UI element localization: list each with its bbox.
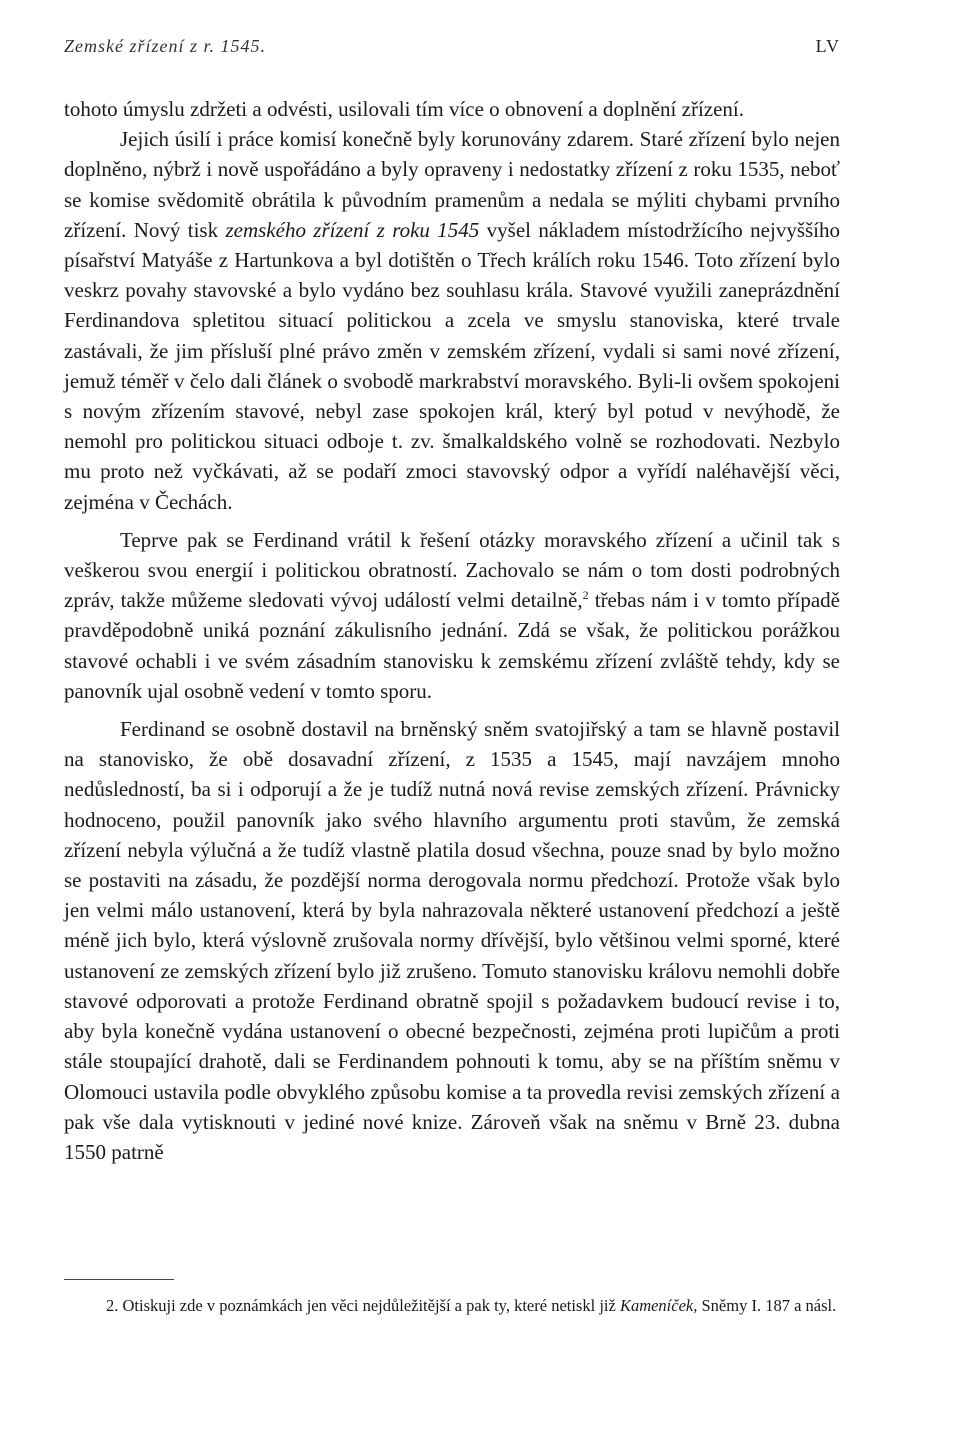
text-run: Ferdinand se osobně dostavil na brněnský sněm svatojiřský a tam se hlavně postavil na stanovisko, že obě dosavadní zřízení, z 1535 a 1545, mají navzájem mnoho nedůsledností, ba si i odporují a že je tudíž nutná nová revise zemských zřízení. Právnicky hodnoceno, použil panovník jako svého hlavního argumentu proti stavům, že zemská zřízení nebyla výlučná a že tudíž vlastně platila dosud všechna, pouze snad by bylo možno se postaviti na zásadu, že pozdější norma derogovala normu předchozí. Protože však bylo jen velmi málo ustanovení, která by byla nahrazovala některé ustanovení předchozí a ještě méně jich bylo, která výslovně zrušovala normy dřívější, bylo většinou velmi sporné, které ustanovení ze zemských zřízení bylo již zrušeno. Tomuto stanovisku královu nemohli dobře stavové odporovati a protože Ferdinand obratně spojil s požadavkem budoucí revise i to, aby byla konečně vydána ustanovení o obecné bezpečnosti, zejména proti lupičům a proti stále stoupající drahotě, dali se Ferdinandem pohnouti k tomu, aby se na příštím sněmu v Olomouci ustavila podle obvyklého způsobu komise a ta provedla revisi zemských zřízení a pak vše dala vytisknouti v jediné nové knize. Zároveň však na sněmu v Brně 23. dubna 1550 patrně [64, 717, 840, 1164]
page-number: LV [815, 36, 840, 56]
paragraph [64, 525, 840, 706]
text-run: třebas nám i v tomto případě pravděpodobně uniká poznání zákulisního jednání. Zdá se však, že politickou porážkou stavové ochabli i ve svém zásadním stanovisku k zemskému zřízení zvláště tehdy, kdy se panovník ujal osobně vedení v tomto sporu. [64, 588, 841, 703]
paragraph [64, 714, 840, 1167]
footnotes [64, 1294, 840, 1317]
text-run: Teprve pak se Ferdinand vrátil k řešení otázky moravského zřízení a učinil tak s veškerou svou energií i politickou obratností. Zachovalo se nám o tom dosti podrobných zpráv, takže můžeme sledovati vývoj událostí velmi detailně, [64, 527, 840, 613]
italic-text: Kameníček, [619, 1296, 698, 1315]
main-text [64, 94, 840, 1167]
text-run: 2. Otiskuji zde v poznámkách jen věci nejdůležitější a pak ty, které netiskl již [106, 1296, 620, 1315]
italic-text: zemského zřízení z roku 1545 [225, 217, 480, 242]
paragraph-gap [64, 706, 840, 714]
running-title: Zemské zřízení z r. 1545. [64, 36, 267, 56]
running-header [64, 36, 840, 57]
footnote-divider [64, 1279, 174, 1280]
text-run: Sněmy I. 187 a násl. [697, 1296, 837, 1315]
paragraph-gap [64, 517, 840, 525]
footnote [64, 1294, 840, 1317]
paragraph [64, 124, 840, 517]
text-run: tohoto úmyslu zdržeti a odvésti, usilovali tím více o obnovení a doplnění zřízení. [64, 97, 745, 121]
text-run: Jejich úsilí i práce komisí konečně byly korunovány zdarem. Staré zřízení bylo nejen doplněno, nýbrž i nově uspořádáno a byly opraveny i nedostatky zřízení z roku 1535, neboť se komise svědomitě obrátila k původním pramenům a nedala se mýliti chybami prvního zřízení. Nový tisk [64, 127, 840, 242]
footnote-ref: 2 [582, 588, 589, 603]
paragraph [64, 94, 840, 124]
text-run: vyšel nákladem místodržícího nejvyššího písařství Matyáše z Hartunkova a byl dotištěn o Třech králích roku 1546. Toto zřízení bylo veskrz povahy stavovské a bylo vydáno bez souhlasu krála. Stavové využili zaneprázdnění Ferdinandova spletitou situací politickou a zcela ve smyslu stanoviska, které trvale zastávali, že jim přísluší plné právo změn v zemském zřízení, vydali si sami nové zřízení, jemuž téměř v čelo dali článek o svobodě markrabství moravského. Byli-li ovšem spokojeni s novým zřízením stavové, nebyl zase spokojen král, který byl potud v nevýhodě, že nemohl pro politickou situaci odboje t. zv. šmalkaldského volně se rozhodovati. Nezbylo mu proto než vyčkávati, až se podaří zmoci stavovský odpor a vyřídí naléhavější věci, zejména v Čechách. [64, 217, 840, 514]
